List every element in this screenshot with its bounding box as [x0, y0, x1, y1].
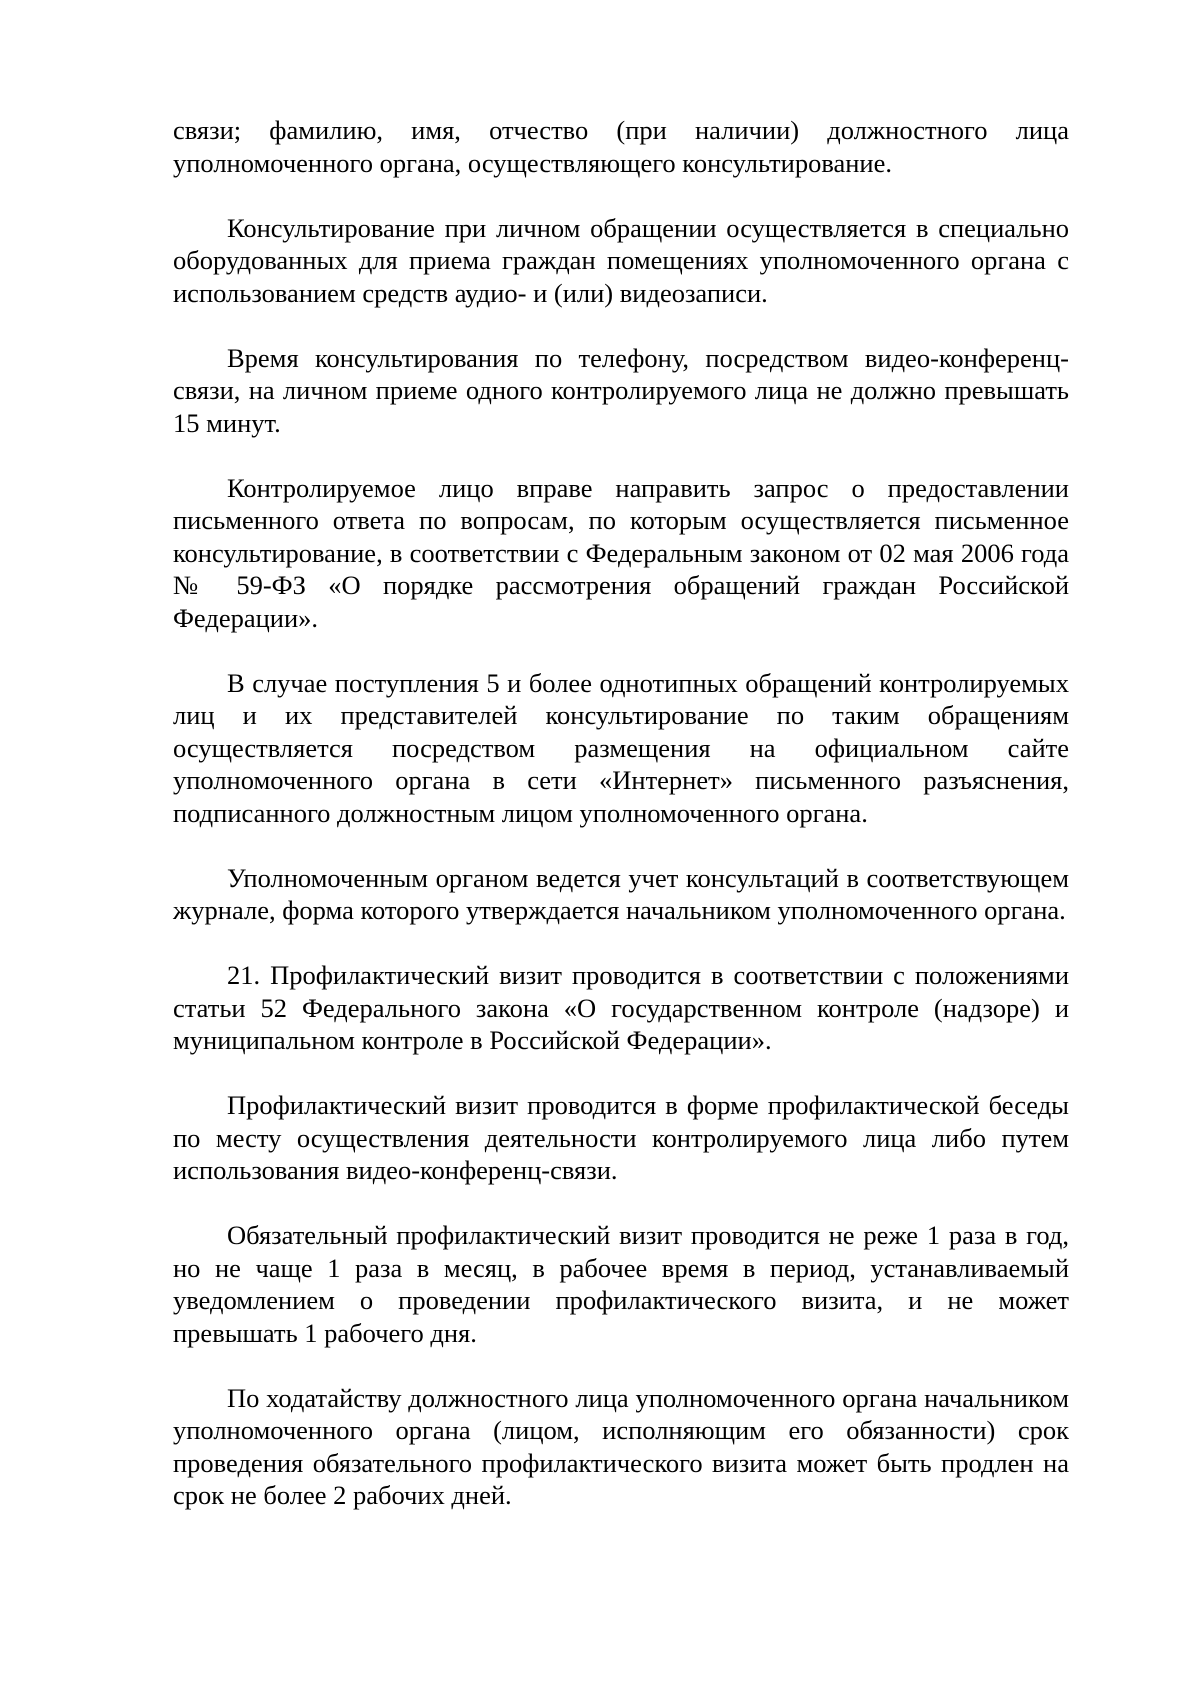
paragraph-multiple-requests: В случае поступления 5 и более однотипных обращений контролируемых лиц и их представителей консультирование по таким обращениям осуществляется посредством размещения на официальном сайте уполномоченного органа в сети «Интернет» письменного разъяснения, подписанного должностным лицом уполномоченного органа.: [173, 667, 1069, 828]
paragraph-visit-extension: По ходатайству должностного лица уполномоченного органа начальником уполномоченного органа (лицом, исполняющим его обязанности) срок проведения обязательного профилактического визита может быть продлен на срок не более 2 рабочих дней.: [173, 1382, 1069, 1510]
document-body: [173, 114, 1069, 1512]
paragraph-consultation-time: Время консультирования по телефону, посредством видео-конференц-связи, на личном приеме одного контролируемого лица не должно превышать 15 минут.: [173, 342, 1069, 438]
paragraph-item-21: 21. Профилактический визит проводится в соответствии с положениями статьи 52 Федерального закона «О государственном контроле (надзоре) и муниципальном контроле в Российской Федерации».: [173, 960, 1069, 1055]
paragraph-consultation-in-person: Консультирование при личном обращении осуществляется в специально оборудованных для приема граждан помещениях уполномоченного органа с использованием средств аудио- и (или) видеозаписи.: [173, 212, 1069, 308]
paragraph-visit-form: Профилактический визит проводится в форме профилактической беседы по месту осуществления деятельности контролируемого лица либо путем использования видео-конференц-связи.: [173, 1090, 1069, 1185]
paragraph-mandatory-visit: Обязательный профилактический визит проводится не реже 1 раза в год, но не чаще 1 раза в месяц, в рабочее время в период, устанавливаемый уведомлением о проведении профилактического визита, и не может превышать 1 рабочего дня.: [173, 1220, 1069, 1348]
paragraph-consultation-log: Уполномоченным органом ведется учет консультаций в соответствующем журнале, форма которого утверждается начальником уполномоченного органа.: [173, 862, 1069, 925]
paragraph-written-request: Контролируемое лицо вправе направить запрос о предоставлении письменного ответа по вопросам, по которым осуществляется письменное консультирование, в соответствии с Федеральным законом от 02 мая 2006 года № 59-ФЗ «О порядке рассмотрения обращений граждан Российской Федерации».: [173, 472, 1069, 633]
paragraph-continuation: связи; фамилию, имя, отчество (при наличии) должностного лица уполномоченного органа, осуществляющего консультирование.: [173, 115, 1069, 178]
